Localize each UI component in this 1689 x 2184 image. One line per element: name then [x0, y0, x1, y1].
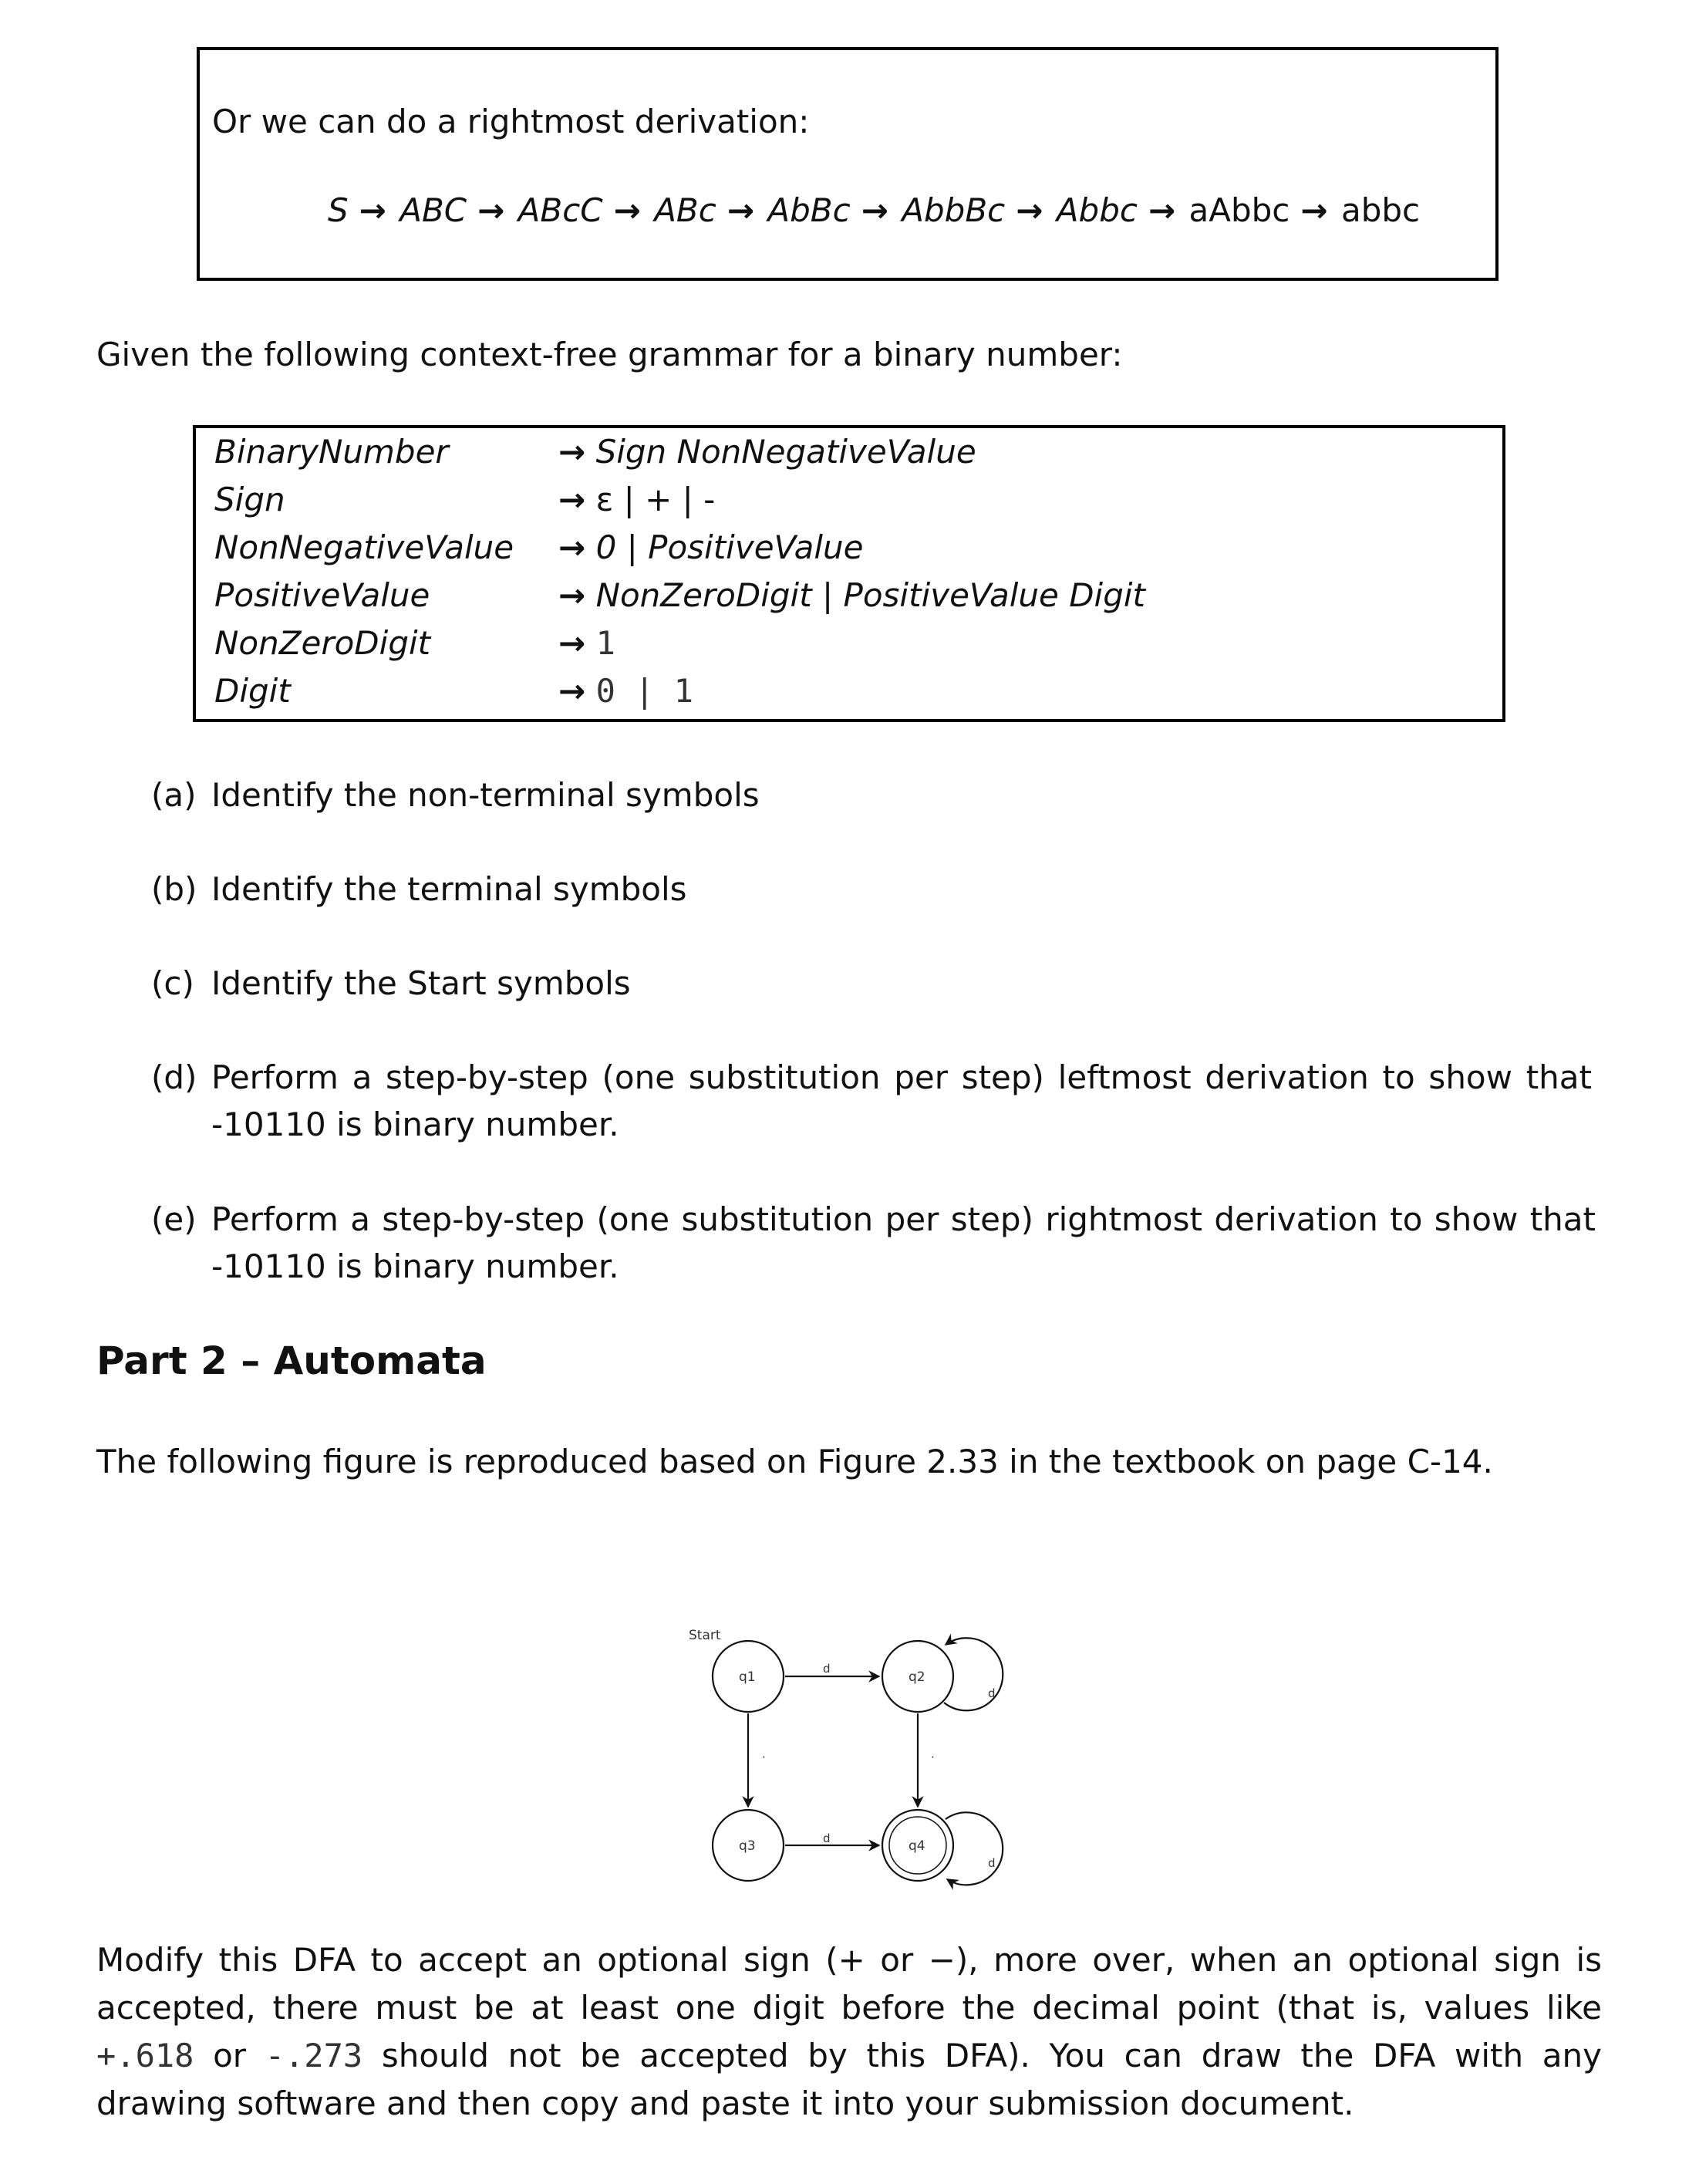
- arrow-icon: →: [558, 528, 586, 566]
- question-text: Perform a step-by-step (one substitution per step) rightmost derivation to show that -10110 is binary number.: [211, 1200, 1596, 1285]
- rightmost-intro: Or we can do a rightmost derivation:: [212, 103, 810, 140]
- dfa-figure: [671, 1605, 1018, 1898]
- question-text: Identify the non-terminal symbols: [211, 776, 760, 814]
- svg-text:q3: q3: [739, 1838, 756, 1854]
- deriv-step: abbc: [1340, 191, 1421, 229]
- grammar-table: [193, 425, 1505, 722]
- deriv-step: AbbBc: [902, 191, 1006, 229]
- figure-intro: The following figure is reproduced based on Figure 2.33 in the textbook on page C-14.: [96, 1443, 1493, 1480]
- section-heading: Part 2 – Automata: [96, 1338, 487, 1383]
- question-b: [0, 866, 1689, 920]
- rule-lhs: NonZeroDigit: [214, 624, 431, 662]
- question-e: [0, 1196, 1689, 1296]
- arrow-icon: →: [359, 191, 386, 229]
- deriv-step: ABc: [654, 191, 716, 229]
- rule-rhs: ε | + | -: [595, 481, 716, 518]
- arrow-icon: →: [558, 576, 586, 614]
- question-label: (d): [151, 1058, 197, 1096]
- rule-rhs-wrap: [558, 576, 1145, 614]
- arrow-icon: →: [558, 481, 586, 518]
- question-label: (a): [151, 776, 197, 814]
- question-c: [0, 960, 1689, 1014]
- rightmost-derivation: [328, 191, 1423, 229]
- svg-text:q1: q1: [739, 1669, 756, 1685]
- svg-text:·: ·: [762, 1750, 766, 1764]
- rule-rhs: 0 | 1: [595, 672, 693, 710]
- rule-rhs-wrap: [558, 624, 615, 662]
- rule-rhs-wrap: [558, 528, 863, 566]
- task-paragraph: [96, 1936, 1602, 2128]
- rule-lhs: PositiveValue: [214, 576, 430, 614]
- arrow-icon: →: [477, 191, 505, 229]
- deriv-step: ABC: [399, 191, 467, 229]
- rule-rhs-wrap: [558, 433, 976, 471]
- svg-text:·: ·: [931, 1750, 935, 1764]
- rule-rhs: 1: [595, 624, 615, 662]
- rule-lhs: Digit: [214, 672, 291, 710]
- dfa-start-label: Start: [689, 1628, 721, 1643]
- deriv-step: S: [328, 191, 349, 229]
- task-text: or: [194, 2037, 265, 2074]
- rule-lhs: NonNegativeValue: [214, 528, 514, 566]
- question-text: Perform a step-by-step (one substitution per step) leftmost derivation to show that -10110 is binary number.: [211, 1058, 1592, 1143]
- deriv-step: AbBc: [767, 191, 851, 229]
- rule-lhs: BinaryNumber: [214, 433, 449, 471]
- deriv-step: Abbc: [1056, 191, 1138, 229]
- grammar-intro: Given the following context-free grammar for a binary number:: [96, 336, 1123, 373]
- svg-text:d: d: [823, 1662, 831, 1676]
- arrow-icon: →: [861, 191, 888, 229]
- rule-rhs: Sign NonNegativeValue: [595, 433, 976, 471]
- deriv-step: aAbbc: [1188, 191, 1290, 229]
- rule-rhs: 0 | PositiveValue: [595, 528, 864, 566]
- deriv-step: ABcC: [517, 191, 603, 229]
- arrow-icon: →: [1300, 191, 1328, 229]
- svg-text:d: d: [988, 1856, 996, 1870]
- rule-rhs-wrap: [558, 672, 693, 710]
- rule-rhs-wrap: [558, 481, 715, 518]
- svg-text:q4: q4: [909, 1838, 925, 1854]
- question-a: [0, 771, 1689, 825]
- svg-text:d: d: [823, 1831, 831, 1845]
- question-text: Identify the terminal symbols: [211, 870, 687, 908]
- svg-text:q2: q2: [909, 1669, 925, 1685]
- arrow-icon: →: [1016, 191, 1043, 229]
- question-text: Identify the Start symbols: [211, 964, 631, 1002]
- rightmost-derivation-box: [197, 47, 1499, 281]
- question-label: (b): [151, 870, 197, 908]
- arrow-icon: →: [558, 433, 586, 471]
- task-text: should not be accepted by this DFA). You can draw the DFA with any drawing software and then copy and paste it into your submission document.: [96, 2037, 1602, 2122]
- rule-lhs: Sign: [214, 481, 285, 518]
- question-label: (e): [151, 1200, 197, 1238]
- example-value: -.273: [265, 2037, 363, 2074]
- arrow-icon: →: [558, 624, 586, 662]
- svg-text:d: d: [988, 1686, 996, 1700]
- question-label: (c): [151, 964, 194, 1002]
- rule-rhs: NonZeroDigit | PositiveValue Digit: [595, 576, 1146, 614]
- arrow-icon: →: [727, 191, 755, 229]
- arrow-icon: →: [558, 672, 586, 710]
- example-value: +.618: [96, 2037, 194, 2074]
- arrow-icon: →: [613, 191, 641, 229]
- question-d: [0, 1054, 1689, 1154]
- arrow-icon: →: [1148, 191, 1176, 229]
- task-text: Modify this DFA to accept an optional sign (+ or −), more over, when an optional sign is accepted, there must be at least one digit before the decimal point (that is, values like: [96, 1941, 1602, 2027]
